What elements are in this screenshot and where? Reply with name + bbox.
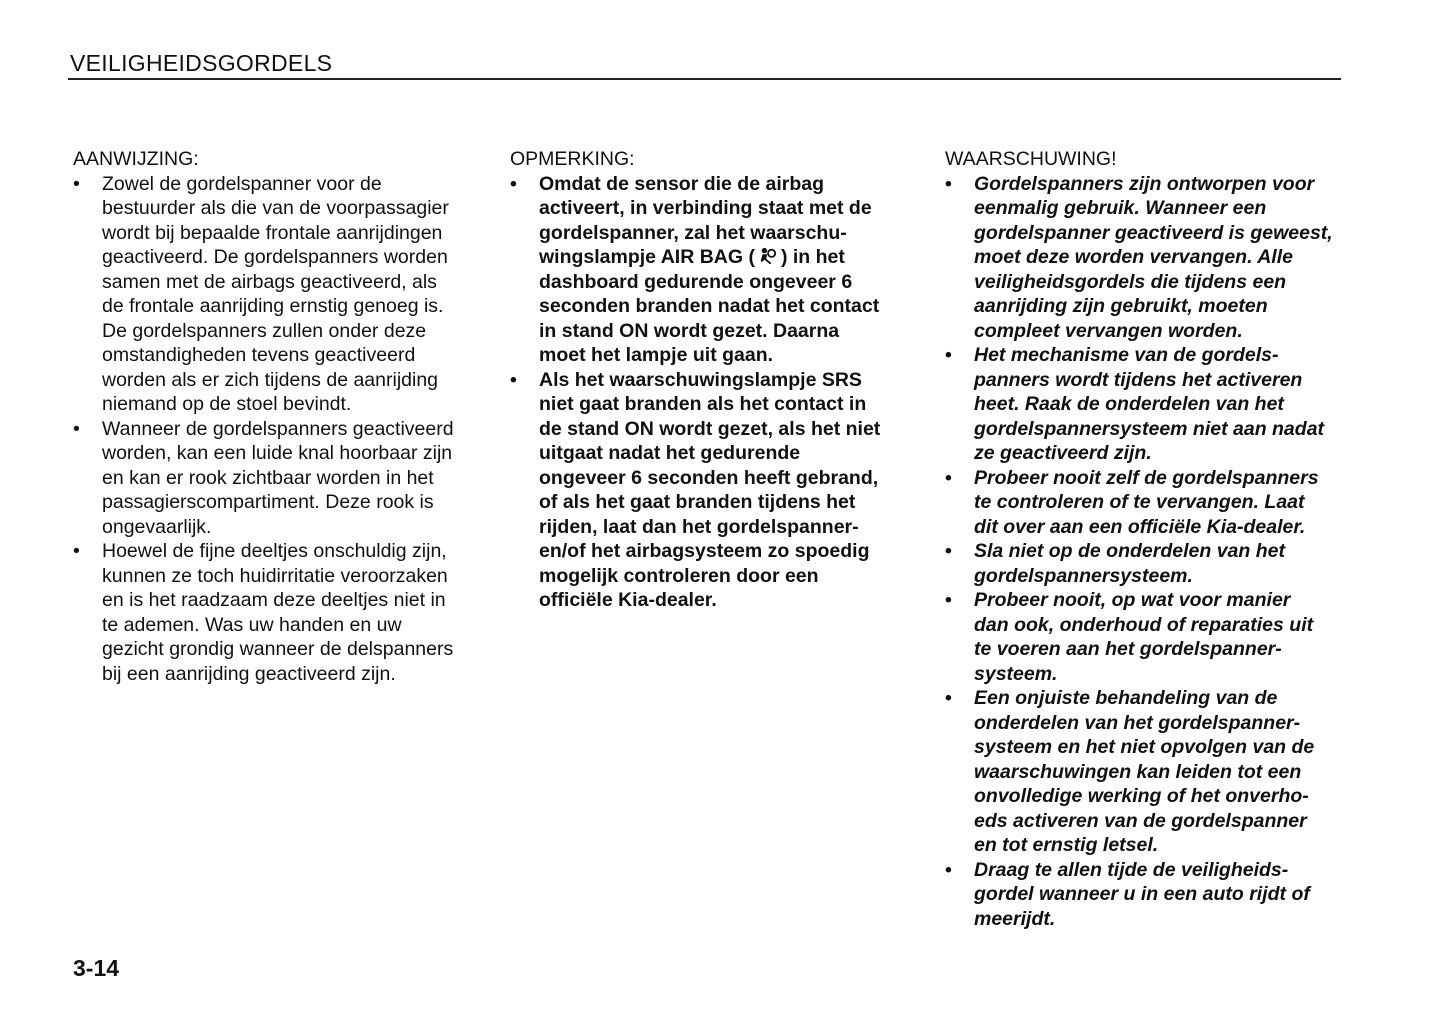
list-item [510, 368, 920, 613]
bullet-icon: • [73, 417, 80, 440]
list-item [945, 172, 1365, 344]
list-item-text: Omdat de sensor die de airbag activeert, in verbinding staat met de gordelspanner, zal het waarschu- wingslampje AIR BAG ( [539, 172, 872, 268]
remark-column [510, 147, 920, 613]
list-item [945, 343, 1365, 466]
list-item-text: Probeer nooit zelf de gordelspanners te controleren of te vervangen. Laat dit over aan een officiële Kia-dealer. [974, 466, 1319, 538]
bullet-icon: • [945, 589, 952, 611]
note-heading: AANWIJZING: [73, 148, 199, 170]
list-item [945, 466, 1365, 540]
airbag-warning-icon [759, 247, 777, 265]
bullet-icon: • [945, 344, 952, 366]
bullet-icon: • [945, 172, 952, 195]
list-item-text: Draag te allen tijde de veiligheids- gordel wanneer u in een auto rijdt of meerijdt. [974, 858, 1310, 930]
list-item-text: Zowel de gordelspanner voor de bestuurder als die van de voorpassagier wordt bij bepaalde frontale aanrijdingen geactiveerd. De gordelspanners worden samen met de airbags geactiveerd, als de frontale aanrijding ernstig genoeg is. De gordelspanners zullen onder deze omstandigheden tevens geactiveerd worden als er zich tijdens de aanrijding niemand op de stoel bevindt. [102, 172, 449, 415]
list-item-text: Gordelspanners zijn ontworpen voor eenmalig gebruik. Wanneer een gordelspanner geactiveerd is geweest, moet deze worden vervangen. Alle veiligheidsgordels die tijdens een aanrijding zijn gebruikt, moeten compleet vervangen worden. [974, 172, 1333, 342]
list-item-text: Hoewel de fijne deeltjes onschuldig zijn, kunnen ze toch huidirritatie veroorzaken en is het raadzaam deze deeltjes niet in te ademen. Was uw handen en uw gezicht grondig wanneer de delspanners bij een aanrijding geactiveerd zijn. [102, 540, 454, 685]
list-item-text: Sla niet op de onderdelen van het gordelspannersysteem. [974, 540, 1285, 587]
note-column [73, 147, 493, 686]
bullet-icon: • [510, 368, 517, 391]
bullet-icon: • [945, 858, 952, 881]
bullet-icon: • [945, 466, 952, 489]
list-item-text: Het mechanisme van de gordels- panners wordt tijdens het activeren heet. Raak de onderdelen van het gordelspannersysteem niet aan nadat ze geactiveerd zijn. [974, 344, 1325, 464]
header-divider [68, 78, 1341, 80]
list-item [510, 172, 920, 368]
list-item [73, 172, 493, 417]
page-title: VEILIGHEIDSGORDELS [70, 50, 333, 76]
warning-heading: WAARSCHUWING! [945, 148, 1117, 170]
bullet-icon: • [73, 172, 80, 195]
list-item-text: Een onjuiste behandeling van de onderdelen van het gordelspanner- systeem en het niet opvolgen van de waarschuwingen kan leiden tot een onvolledige werking of het onverho- eds activeren van de gordelspanner en tot ernstig letsel. [974, 687, 1315, 856]
list-item [945, 686, 1365, 858]
list-item [73, 417, 493, 540]
warning-column [945, 147, 1365, 931]
list-item-text: ) in het dashboard gedurende ongeveer 6 seconden branden nadat het contact in stand ON wordt gezet. Daarna moet het lampje uit gaan. [539, 246, 880, 366]
list-item [73, 539, 493, 686]
bullet-icon: • [945, 687, 952, 709]
bullet-icon: • [510, 172, 517, 195]
list-item-text: Wanneer de gordelspanners geactiveerd worden, kan een luide knal hoorbaar zijn en kan er rook zichtbaar worden in het passagierscompartiment. Deze rook is ongevaarlijk. [102, 417, 454, 538]
list-item-text: Als het waarschuwingslampje SRS niet gaat branden als het contact in de stand ON wordt gezet, als het niet uitgaat nadat het gedurende ongeveer 6 seconden heeft gebrand, of als het gaat branden tijdens het rijden, laat dan het gordelspanner- en/of het airbagsysteem zo spoedig mogelijk controleren door een officiële Kia-dealer. [539, 368, 881, 611]
list-item [945, 858, 1365, 932]
remark-heading: OPMERKING: [510, 148, 635, 170]
list-item [945, 539, 1365, 588]
bullet-icon: • [945, 540, 952, 562]
bullet-icon: • [73, 540, 80, 562]
page-number: 3-14 [73, 955, 120, 981]
list-item-text: Probeer nooit, op wat voor manier dan ook, onderhoud of reparaties uit te voeren aan het gordelspanner- systeem. [974, 589, 1314, 685]
list-item [945, 588, 1365, 686]
